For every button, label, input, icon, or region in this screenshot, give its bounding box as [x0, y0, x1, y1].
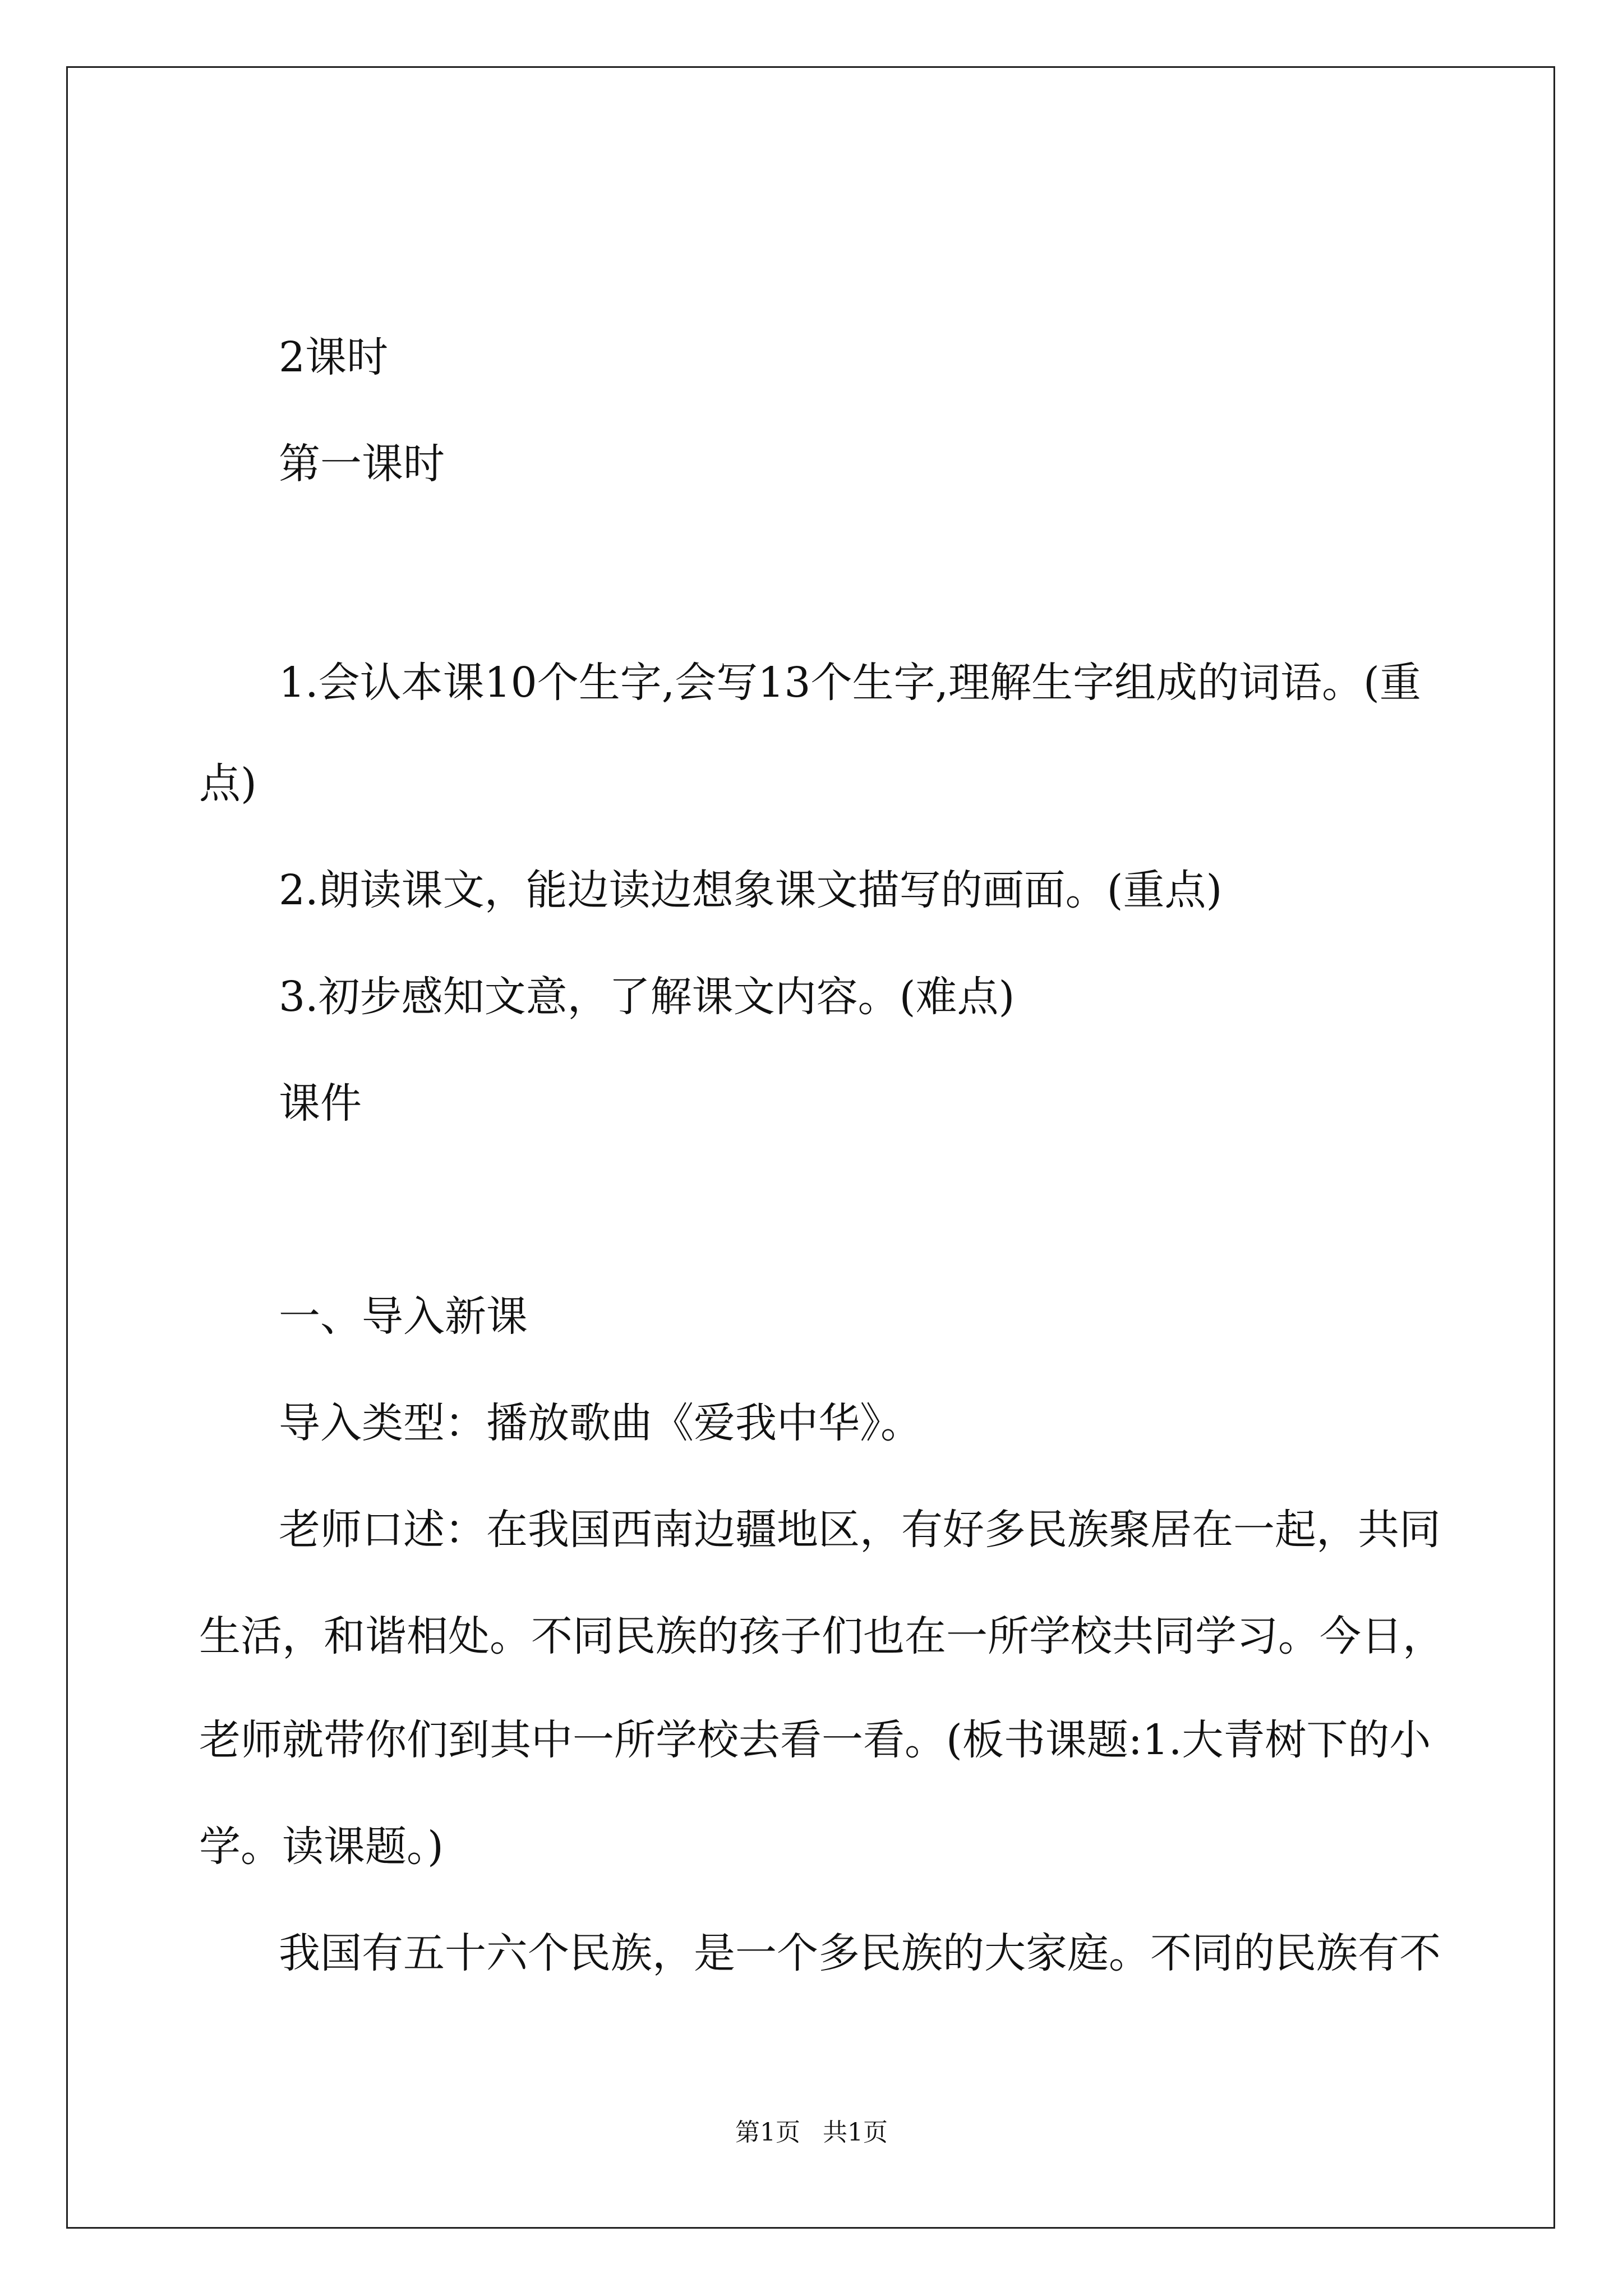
first-lesson-heading: 第一课时 — [279, 440, 445, 488]
page-number: 第1页 — [735, 2118, 800, 2147]
page-footer — [0, 2112, 1623, 2148]
teacher-narration-line-4: 学。读课题。) — [199, 1823, 444, 1871]
teacher-narration-line-3: 老师就带你们到其中一所学校去看一看。(板书课题:1.大青树下的小 — [199, 1716, 1431, 1764]
page-total: 共1页 — [823, 2118, 888, 2147]
objective-1: 1.会认本课10个生字,会写13个生字,理解生字组成的词语。(重 — [279, 659, 1421, 707]
teacher-narration-line-1: 老师口述：在我国西南边疆地区，有好多民族聚居在一起，共同 — [279, 1506, 1441, 1554]
lesson-hours: 2课时 — [279, 333, 389, 381]
section-heading-intro: 一、导入新课 — [279, 1292, 528, 1341]
paragraph-nations: 我国有五十六个民族，是一个多民族的大家庭。不同的民族有不 — [279, 1929, 1441, 1977]
objective-3: 3.初步感知文意，了解课文内容。(难点) — [279, 973, 1015, 1021]
objective-2: 2.朗读课文，能边读边想象课文描写的画面。(重点) — [279, 866, 1223, 914]
teacher-narration-line-2: 生活，和谐相处。不同民族的孩子们也在一所学校共同学习。今日， — [199, 1612, 1444, 1660]
intro-type: 导入类型：播放歌曲《爱我中华》。 — [279, 1399, 922, 1447]
materials-label: 课件 — [279, 1079, 362, 1128]
page-border — [66, 66, 1555, 2229]
objective-1-continued: 点) — [199, 760, 257, 808]
